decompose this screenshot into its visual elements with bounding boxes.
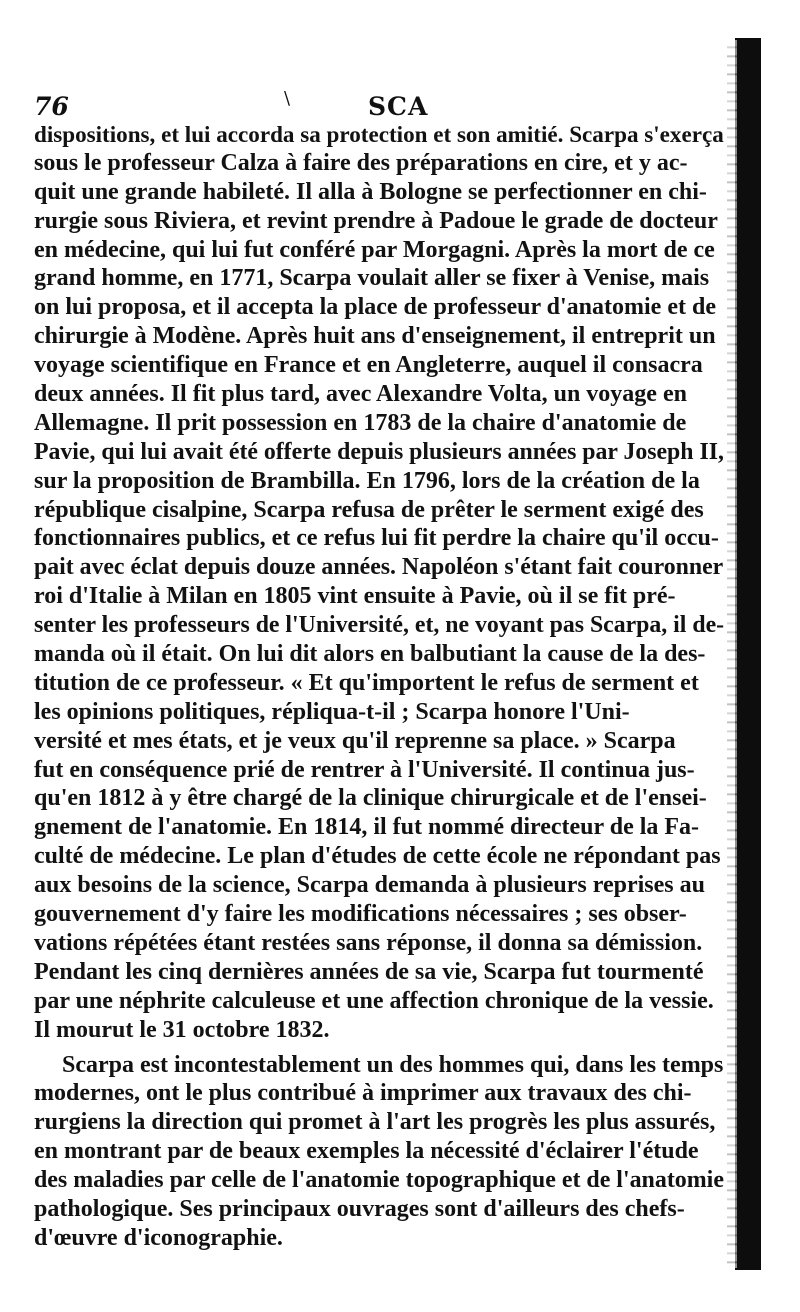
running-head: SCA bbox=[368, 92, 429, 121]
text-line: d'œuvre d'iconographie. bbox=[34, 1224, 283, 1251]
text-line: rurgie sous Riviera, et revint prendre à Padoue le grade de docteur bbox=[34, 207, 718, 234]
text-line: voyage scientifique en France et en Angleterre, auquel il consacra bbox=[34, 352, 703, 379]
text-line: grand homme, en 1771, Scarpa voulait aller se fixer à Venise, mais bbox=[34, 265, 710, 292]
text-line: gouvernement d'y faire les modifications nécessaires ; ses obser- bbox=[34, 901, 687, 928]
text-line: fut en conséquence prié de rentrer à l'Université. Il continua jus- bbox=[34, 756, 695, 783]
text-line: des maladies par celle de l'anatomie topographique et de l'anatomie bbox=[34, 1167, 724, 1194]
text-line: par une néphrite calculeuse et une affection chronique de la vessie. bbox=[34, 987, 714, 1014]
text-line: aux besoins de la science, Scarpa demanda à plusieurs reprises au bbox=[34, 872, 705, 899]
text-line: Allemagne. Il prit possession en 1783 de la chaire d'anatomie de bbox=[34, 409, 687, 436]
text-line: Scarpa est incontestablement un des hommes qui, dans les temps bbox=[62, 1051, 724, 1078]
text-line: on lui proposa, et il accepta la place de professeur d'anatomie et de bbox=[34, 294, 716, 321]
page-edge-noise bbox=[727, 40, 737, 1268]
text-line: sous le professeur Calza à faire des préparations en cire, et y ac- bbox=[34, 149, 688, 176]
text-line: Pavie, qui lui avait été offerte depuis plusieurs années par Joseph II, bbox=[34, 438, 724, 465]
text-line: qu'en 1812 à y être chargé de la clinique chirurgicale et de l'ensei- bbox=[34, 785, 707, 812]
text-line: dispositions, et lui accorda sa protection et son amitié. Scarpa s'exerça bbox=[34, 121, 724, 147]
text-line: senter les professeurs de l'Université, et, ne voyant pas Scarpa, il de- bbox=[34, 612, 725, 639]
text-line: culté de médecine. Le plan d'études de cette école ne répondant pas bbox=[34, 843, 721, 870]
text-line: chirurgie à Modène. Après huit ans d'enseignement, il entreprit un bbox=[34, 323, 716, 350]
text-line: sur la proposition de Brambilla. En 1796, lors de la création de la bbox=[34, 467, 700, 494]
text-line: en montrant par de beaux exemples la nécessité d'éclairer l'étude bbox=[34, 1138, 699, 1165]
article-body bbox=[34, 120, 724, 1253]
stray-mark: \ bbox=[284, 88, 291, 109]
text-line: Il mourut le 31 octobre 1832. bbox=[34, 1016, 330, 1043]
text-line: les opinions politiques, répliqua-t-il ; Scarpa honore l'Uni- bbox=[34, 698, 630, 725]
text-line: Pendant les cinq dernières années de sa vie, Scarpa fut tourmenté bbox=[34, 958, 704, 985]
text-line: pathologique. Ses principaux ouvrages sont d'ailleurs des chefs- bbox=[34, 1195, 685, 1222]
text-line: république cisalpine, Scarpa refusa de prêter le serment exigé des bbox=[34, 496, 704, 523]
page-edge-shadow bbox=[735, 38, 761, 1270]
paragraph-2 bbox=[34, 1051, 724, 1253]
text-line: quit une grande habileté. Il alla à Bologne se perfectionner en chi- bbox=[34, 178, 707, 205]
text-line: gnement de l'anatomie. En 1814, il fut nommé directeur de la Fa- bbox=[34, 814, 700, 841]
paragraph-1 bbox=[34, 120, 724, 1045]
text-line: roi d'Italie à Milan en 1805 vint ensuite à Pavie, où il se fit pré- bbox=[34, 583, 676, 610]
text-line: en médecine, qui lui fut conféré par Morgagni. Après la mort de ce bbox=[34, 236, 715, 263]
text-line: modernes, ont le plus contribué à imprimer aux travaux des chi- bbox=[34, 1080, 692, 1107]
text-line: deux années. Il fit plus tard, avec Alexandre Volta, un voyage en bbox=[34, 381, 687, 408]
text-line: versité et mes états, et je veux qu'il reprenne sa place. » Scarpa bbox=[34, 727, 676, 754]
text-line: fonctionnaires publics, et ce refus lui fit perdre la chaire qu'il occu- bbox=[34, 525, 719, 552]
text-line: vations répétées étant restées sans réponse, il donna sa démission. bbox=[34, 929, 703, 956]
text-line: pait avec éclat depuis douze années. Napoléon s'étant fait couronner bbox=[34, 554, 724, 581]
text-line: rurgiens la direction qui promet à l'art les progrès les plus assurés, bbox=[34, 1109, 716, 1136]
text-line: manda où il était. On lui dit alors en balbutiant la cause de la des- bbox=[34, 641, 706, 668]
page-number: 76 bbox=[34, 92, 69, 121]
text-line: titution de ce professeur. « Et qu'importent le refus de serment et bbox=[34, 669, 699, 696]
